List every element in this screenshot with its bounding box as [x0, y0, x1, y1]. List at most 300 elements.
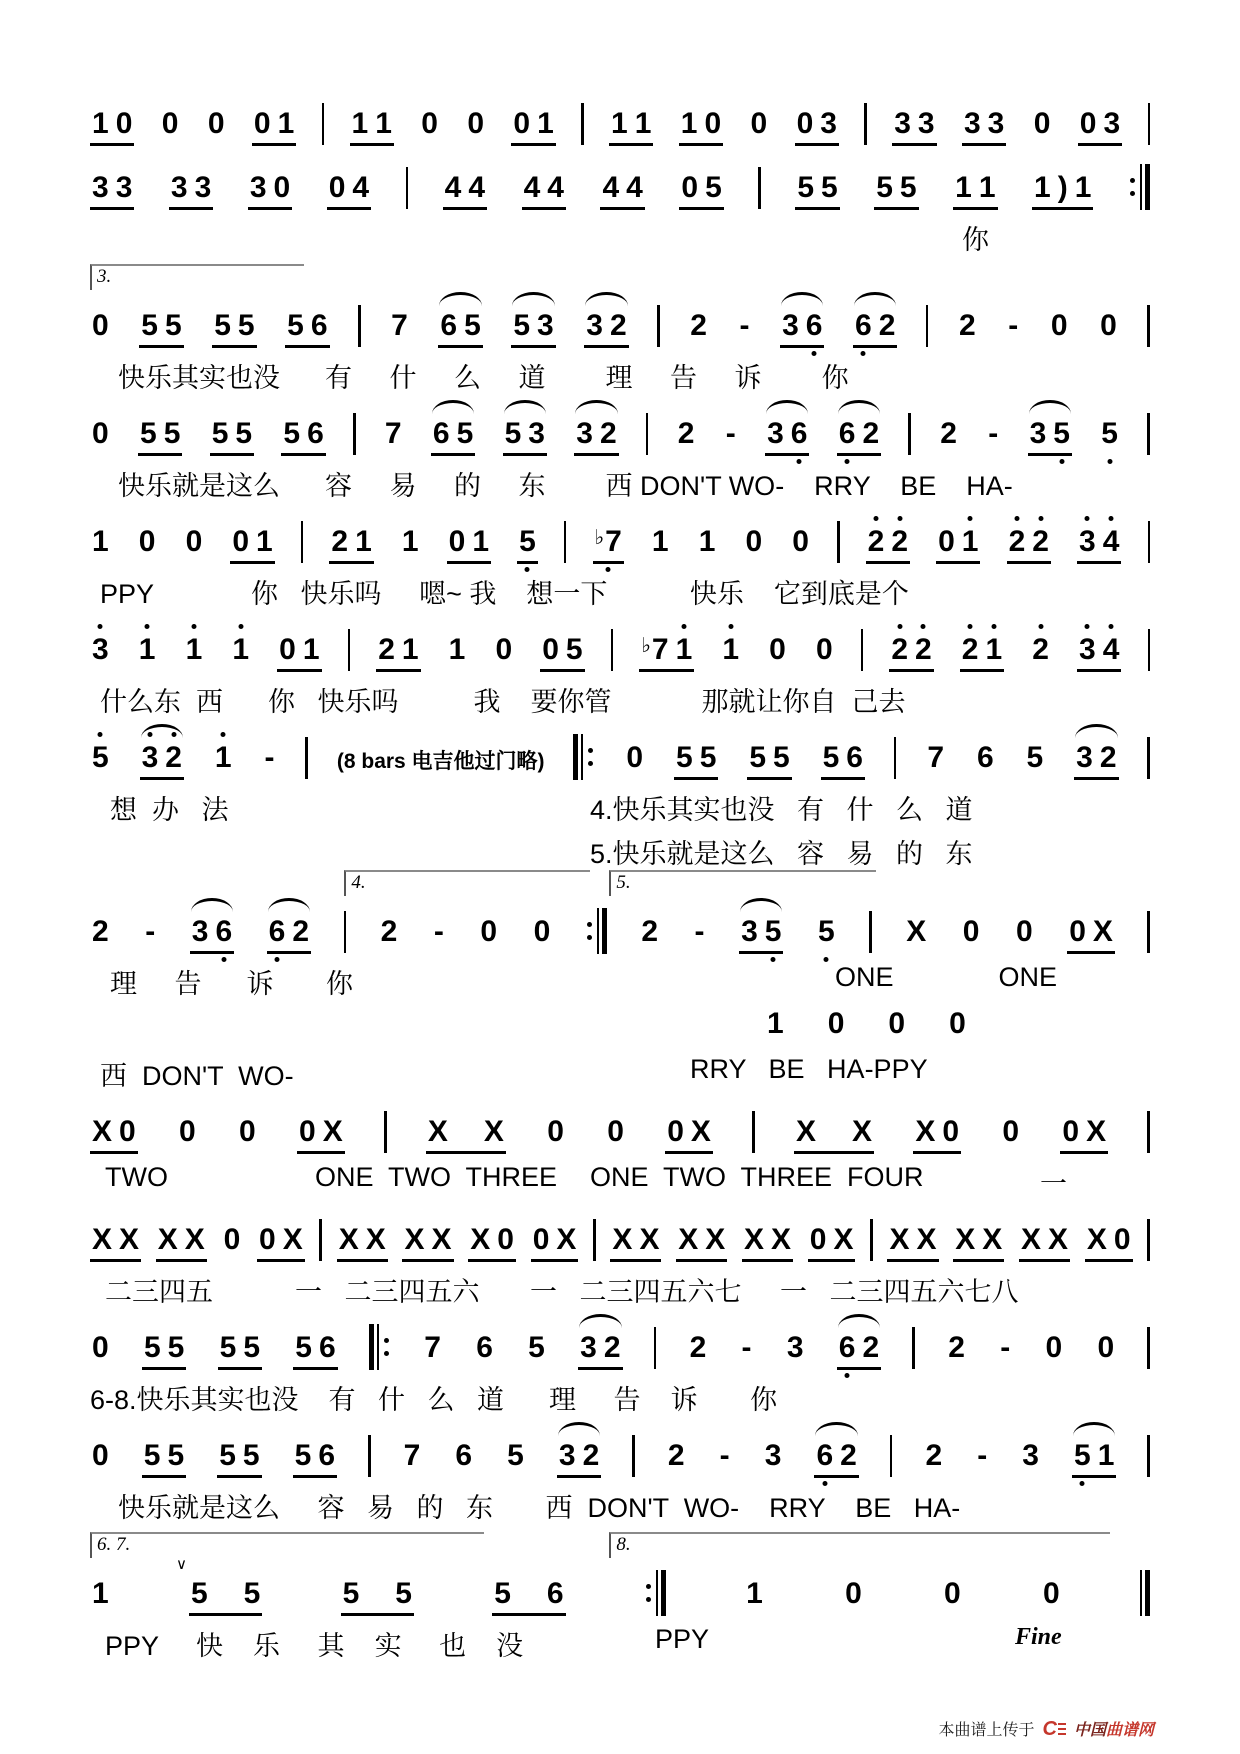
note-group [794, 1117, 874, 1154]
footer-upload-text: 本曲谱上传于 [938, 1722, 1035, 1739]
lyrics-line [90, 348, 1150, 392]
note: 3 [987, 107, 1005, 140]
note: 4 [547, 171, 564, 204]
note-group [511, 109, 555, 146]
note: 1 [256, 525, 273, 558]
note: 0 [1062, 1115, 1080, 1148]
slur-arc [504, 400, 546, 414]
note: X [1086, 1223, 1107, 1256]
note: X [982, 1223, 1003, 1256]
notes-line [90, 1206, 1150, 1262]
lyric-segment: ONE TWO THREE [315, 1162, 558, 1192]
note: 0 [949, 1007, 966, 1040]
note: 1 [351, 107, 369, 140]
barline [1148, 521, 1151, 563]
note: X [889, 1223, 910, 1256]
note-group [814, 1441, 858, 1478]
note: 2 [1009, 527, 1026, 557]
barline [1147, 1219, 1150, 1261]
note: 6 [976, 741, 994, 774]
note: 5 [822, 741, 840, 774]
note-group [137, 527, 158, 564]
note: X [282, 1223, 303, 1256]
note: 5 [214, 309, 231, 342]
note: X [470, 1223, 491, 1256]
note: X [1092, 915, 1113, 948]
barline [1147, 305, 1150, 347]
note: 6 [476, 1331, 493, 1364]
note: 2 [940, 417, 957, 450]
note: 1 [355, 525, 372, 558]
lyric-segment: 4.快乐其实也没 有 什 么 道 [590, 795, 973, 825]
note-group [140, 743, 184, 780]
note: 4 [444, 171, 462, 204]
note-group [526, 1333, 547, 1370]
note-group [517, 527, 538, 564]
notes-line [90, 616, 1150, 672]
note-group [237, 1117, 258, 1154]
note: X [705, 1223, 726, 1256]
note: 3 [576, 417, 593, 450]
slur-arc [815, 1422, 857, 1436]
note: 2 [582, 1439, 600, 1472]
note-group [843, 1579, 864, 1616]
note: 0 [495, 633, 513, 666]
notes-line [90, 1556, 1150, 1616]
note-group [743, 527, 764, 564]
note-group [248, 173, 292, 210]
note-group [826, 1009, 847, 1046]
score-system [90, 616, 1150, 716]
octave-dot-above [968, 516, 973, 521]
note-group [1032, 109, 1053, 146]
slur-arc [1075, 724, 1117, 738]
lyric-segment: 5.快乐就是这么 容 易 的 东 [590, 839, 973, 869]
note: 1 [955, 171, 972, 204]
note-group [90, 527, 111, 564]
note: 0 [1002, 1115, 1020, 1148]
note: 6 [546, 1577, 564, 1610]
note: 2 [891, 527, 908, 557]
note: 0 [750, 107, 768, 140]
barline [908, 413, 911, 455]
note-group [327, 173, 371, 210]
note: 3 [170, 171, 188, 204]
note: 5 [211, 417, 229, 450]
note-group [975, 1441, 989, 1478]
note: 5 [676, 741, 693, 774]
note: 2 [868, 527, 885, 557]
note: 0 [942, 1115, 960, 1148]
note: 2 [92, 915, 109, 948]
note: 4 [352, 171, 370, 204]
site-logo-icon: C [1043, 1719, 1066, 1739]
note-group [747, 743, 791, 780]
barline [368, 1435, 371, 1477]
note: 0 [1045, 1331, 1063, 1364]
octave-dot-above [98, 732, 103, 737]
note: 5 [287, 309, 304, 342]
breath-mark-icon: ∨ [175, 1556, 187, 1573]
note-group [447, 635, 468, 672]
note: 0 [547, 1115, 564, 1148]
note-group [1074, 743, 1118, 780]
slur-arc [838, 400, 880, 414]
barline [869, 911, 872, 953]
note: 5 [219, 1331, 237, 1364]
note: 5 [242, 1439, 260, 1472]
barline [1147, 737, 1150, 779]
note: X [796, 1115, 817, 1148]
note-group [432, 917, 446, 954]
lyrics-line [90, 954, 1150, 998]
note: - [1008, 309, 1019, 342]
note-group [1077, 527, 1121, 564]
note: 5 [565, 633, 583, 666]
note-group [740, 1333, 754, 1370]
lyric-segment: 快乐其实也没 有 什 么 道 理 告 诉 你 [118, 363, 849, 393]
note: 1 [698, 525, 716, 558]
note: 3 [1079, 635, 1096, 665]
slur-arc [141, 724, 183, 738]
note-group [138, 419, 182, 456]
note: 2 [599, 417, 617, 450]
barline [344, 911, 347, 953]
barline [657, 305, 660, 347]
barline [926, 305, 929, 347]
slur-arc [838, 1314, 880, 1328]
note: 3 [537, 309, 554, 342]
note: 0 [845, 1577, 862, 1610]
note: 1 [92, 525, 109, 558]
note-group [837, 1333, 881, 1370]
note: X [157, 1223, 178, 1256]
note-group [505, 1441, 526, 1478]
note-group [693, 917, 707, 954]
note: 3 [92, 635, 109, 665]
note: 2 [878, 309, 896, 342]
note: 2 [641, 915, 658, 948]
note-group [887, 1225, 938, 1262]
score-system [90, 90, 1150, 146]
score-system [90, 1422, 1150, 1522]
note: 4 [1103, 635, 1120, 665]
note: 1 [232, 635, 249, 665]
repeat-dots-icon [646, 1584, 651, 1602]
note: 6 [839, 419, 856, 449]
barline [593, 1219, 596, 1261]
repeat-start-barline [369, 1324, 391, 1370]
note: 0 [232, 525, 250, 558]
barline [406, 167, 409, 209]
note-group [557, 1441, 601, 1478]
note: 1 [302, 633, 320, 666]
note-group [765, 1009, 786, 1046]
note: 1 [985, 635, 1002, 665]
note: 0 [938, 525, 955, 558]
note: 2 [667, 1439, 685, 1472]
note-group [676, 1225, 727, 1262]
note: 0 [542, 633, 559, 666]
note: 5 [456, 417, 474, 450]
note: 0 [1079, 107, 1097, 140]
note-group [679, 109, 723, 146]
note: X [1048, 1223, 1069, 1256]
note-group [795, 173, 839, 210]
note: X [690, 1115, 711, 1148]
barline [752, 1111, 755, 1153]
lyrics-line [90, 1262, 1150, 1306]
note: 0 [1043, 1577, 1060, 1610]
note-group [257, 1225, 305, 1262]
note: 6 [839, 1333, 856, 1363]
note-group [688, 1333, 709, 1370]
note-group [795, 109, 839, 146]
note-group [540, 635, 584, 672]
note-group [143, 917, 157, 954]
note-group [293, 1333, 337, 1370]
note: 5 [395, 1577, 412, 1610]
score-system [90, 1006, 1150, 1090]
note: 1 [472, 525, 490, 558]
octave-dot-above [728, 624, 733, 629]
note: 5 [773, 741, 790, 774]
volta-label: 8. [616, 1534, 631, 1555]
note: 6 [432, 417, 450, 450]
note: 6 [310, 309, 328, 342]
inline-annotation: (8 bars 电吉他过门略) [336, 750, 545, 773]
lyric-segment: 想 办 法 [110, 795, 229, 825]
footer [939, 1717, 1155, 1740]
lyrics-line [90, 456, 1150, 500]
note-group [184, 527, 205, 564]
note: 7 [403, 1439, 421, 1472]
octave-dot-above [873, 516, 878, 521]
barline [1148, 629, 1151, 671]
notes-line [90, 90, 1150, 146]
note: 0 [796, 107, 814, 140]
note: 5 [243, 1577, 261, 1610]
octave-dot-above [681, 624, 686, 629]
note-group [426, 1117, 506, 1154]
note-group [936, 527, 980, 564]
note-group [960, 635, 1004, 672]
note: 5 [765, 917, 782, 947]
note: 0 [1097, 1331, 1115, 1364]
note: 3 [191, 915, 209, 948]
slur-arc [740, 898, 782, 912]
note: 1 [722, 635, 739, 665]
note-group [605, 1117, 626, 1154]
note: 5 [821, 171, 838, 204]
barline [1147, 911, 1150, 953]
note: X [678, 1223, 699, 1256]
note-group [90, 419, 111, 456]
note-group [160, 109, 181, 146]
note: 3 [764, 1439, 782, 1472]
note: X [771, 1223, 792, 1256]
volta-bracket [344, 870, 590, 896]
site-name: 中国曲谱网 [1073, 1722, 1154, 1739]
lyrics-line [90, 780, 1150, 824]
volta-bracket [90, 264, 304, 290]
note-group [383, 419, 404, 456]
note: 5 [92, 743, 109, 773]
note-group [1030, 635, 1051, 672]
note: 0 [92, 1439, 109, 1472]
note-group [975, 743, 996, 780]
note: 2 [603, 1331, 621, 1364]
note: 2 [331, 525, 349, 558]
note: 0 [421, 107, 438, 140]
slur-arc [439, 292, 481, 306]
note: 0 [185, 525, 203, 558]
note-group [600, 173, 644, 210]
note: 3 [194, 171, 212, 204]
note-group [447, 527, 491, 564]
note: 5 [167, 1439, 185, 1472]
flat-icon: ♭ [594, 527, 605, 549]
note: X [915, 1115, 936, 1148]
note: 0 [1050, 309, 1068, 342]
note: 5 [749, 741, 766, 774]
note: 6 [318, 1331, 336, 1364]
note-group [281, 419, 325, 456]
note: X [322, 1115, 343, 1148]
note: X [483, 1115, 504, 1148]
note-group [578, 1333, 622, 1370]
lyric-segment: 理 告 诉 你 [110, 969, 354, 999]
note: 0 [607, 1115, 624, 1148]
note: - [694, 915, 705, 948]
note-group [593, 527, 624, 564]
note: 2 [840, 1439, 857, 1472]
note: 2 [959, 309, 976, 342]
note: X [639, 1223, 660, 1256]
slur-arc [854, 292, 896, 306]
note: 1 [277, 107, 295, 140]
repeat-end-barline [644, 1570, 666, 1616]
lyrics-line [90, 1478, 1150, 1522]
note-group [688, 311, 709, 348]
note: 5 [235, 417, 253, 450]
note-group [341, 1579, 414, 1616]
note: 5 [1074, 1441, 1091, 1471]
lyric-segment: PPY 快 乐 其 实 也 没 [105, 1631, 524, 1661]
repeat-dots-icon [384, 1338, 389, 1356]
octave-dot-above [991, 624, 996, 629]
slur-arc [579, 1314, 621, 1328]
note-group [1025, 743, 1046, 780]
note-group [230, 527, 274, 564]
note-group [379, 917, 400, 954]
note-group [946, 1333, 967, 1370]
note: ♭7 [641, 633, 669, 666]
note-group [947, 1009, 968, 1046]
note-group [953, 1225, 1004, 1262]
lyric-segment: 快乐就是这么 容 易 的 东 西 DON'T WO- RRY BE HA- [118, 471, 1013, 501]
note: 6 [806, 311, 823, 341]
note: - [719, 1439, 730, 1472]
barline [358, 305, 361, 347]
note-group [1049, 311, 1070, 348]
note: 5 [140, 417, 157, 450]
repeat-end-barline [585, 908, 607, 954]
note-group [90, 1333, 111, 1370]
note-group [674, 743, 718, 780]
note: X [612, 1223, 633, 1256]
note-group [1085, 1225, 1133, 1262]
note: 0 [92, 417, 109, 450]
repeat-dots-icon [588, 748, 593, 766]
note-group [230, 635, 251, 672]
note: 6 [791, 419, 808, 449]
note-group [584, 311, 628, 348]
score-system [90, 400, 1150, 500]
note-group [1041, 1579, 1062, 1616]
note: - [433, 915, 444, 948]
note: 3 [782, 309, 799, 342]
note: 0 [815, 633, 833, 666]
note-group [808, 1225, 856, 1262]
note-group [1007, 527, 1051, 564]
note: ♭7 [595, 527, 622, 557]
note-group [376, 635, 420, 672]
note-group [210, 419, 254, 456]
lyrics-line [90, 1370, 1150, 1414]
note: 2 [891, 635, 908, 665]
note-group [639, 917, 660, 954]
barline [1147, 1111, 1150, 1153]
note: X [119, 1223, 140, 1256]
note-group [1077, 635, 1121, 672]
barline [890, 1435, 893, 1477]
note: X [833, 1223, 854, 1256]
note: 5 [464, 309, 481, 342]
note: 0 [253, 107, 271, 140]
final-barline [1140, 1570, 1150, 1616]
note-group [277, 635, 321, 672]
note-group [957, 311, 978, 348]
note-group [886, 1009, 907, 1046]
note: 6 [855, 311, 872, 341]
note: 2 [948, 1331, 965, 1364]
note: 2 [925, 1439, 943, 1472]
lyric-segment: 6-8.快乐其实也没 有 什 么 道 理 告 诉 你 [90, 1385, 778, 1415]
repeat-dots-icon [587, 922, 592, 940]
note-group [763, 1441, 784, 1478]
note: 5 [143, 1331, 161, 1364]
note-group [90, 743, 111, 780]
barline [632, 1435, 635, 1477]
note-group [1019, 1225, 1070, 1262]
note-group [190, 917, 234, 954]
note: 0 [827, 1007, 845, 1040]
note-group [767, 635, 788, 672]
note-group [1072, 1441, 1116, 1478]
octave-dot-above [98, 624, 103, 629]
flat-icon: ♭ [641, 635, 651, 657]
note: 0 [161, 107, 179, 140]
note-group [156, 1225, 207, 1262]
note-group [913, 1117, 961, 1154]
note-group [90, 917, 111, 954]
slur-arc [766, 400, 808, 414]
octave-dot-above [897, 516, 902, 521]
note-group [267, 917, 311, 954]
note: 2 [915, 635, 932, 665]
note-group [986, 419, 1000, 456]
